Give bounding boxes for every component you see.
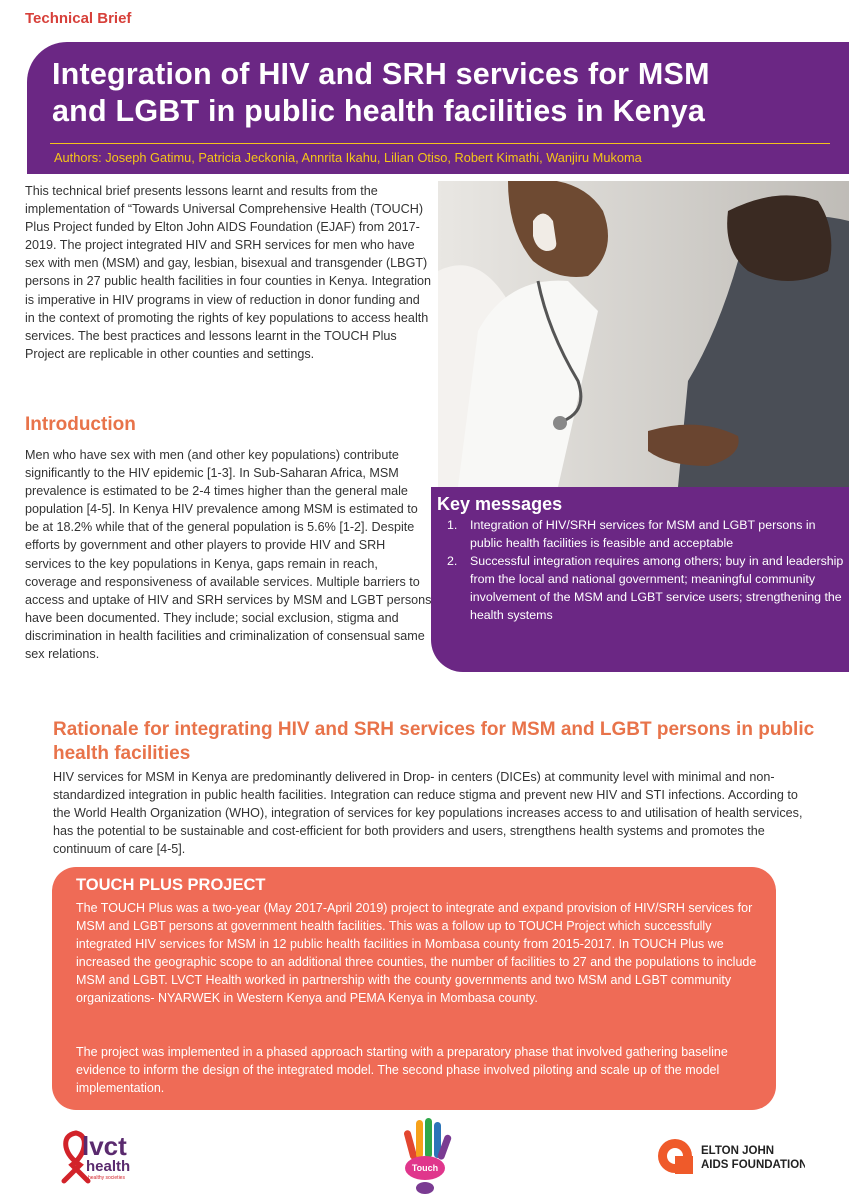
lvct-health-logo — [58, 1125, 168, 1185]
touch-plus-paragraph-2: The project was implemented in a phased approach starting with a preparatory phase that involved gathering baseline evidence to inform the design of the integrated model. The second phase involved piloting and scale up of the model implementation. — [76, 1045, 728, 1096]
lvct-health-word: health — [86, 1158, 131, 1175]
key-message-item — [447, 552, 845, 624]
summary-paragraph: This technical brief presents lessons learnt and results from the implementation of “Towards Universal Comprehensive Health (TOUCH) Plus Project funded by Elton John AIDS Foundation (EJAF) from 2017-2019. The project integrated HIV and SRH services for men who have sex with men (MSM) and gay, lesbian, bisexual and transgender (LBGT) persons in 27 public health facilities in four counties in Kenya. Integration is imperative in HIV programs in view of reduction in donor funding and in the context of promoting the rights of key populations to access health services. The best practices and lessons learnt in the TOUCH Plus Project are replicable in other counties and settings. — [25, 184, 432, 361]
key-messages-list — [447, 516, 845, 624]
key-message-number: 1. — [447, 518, 458, 532]
page-title — [52, 56, 832, 130]
key-message-number: 2. — [447, 554, 458, 568]
title-divider — [50, 143, 830, 144]
title-line-1: Integration of HIV and SRH services for MSM — [52, 57, 710, 91]
document-type-label: Technical Brief — [25, 10, 132, 27]
ejaf-name-line-2: AIDS FOUNDATION — [701, 1159, 805, 1171]
touch-plus-heading: TOUCH PLUS PROJECT — [76, 876, 266, 894]
introduction-heading: Introduction — [25, 414, 136, 435]
authors-line: Authors: Joseph Gatimu, Patricia Jeckonia, Annrita Ikahu, Lilian Otiso, Robert Kimathi, Wanjiru Mukoma — [54, 150, 642, 165]
rationale-body: HIV services for MSM in Kenya are predominantly delivered in Drop- in centers (DICEs) at community level with minimal and non-standardized integration in public health facilities. Integration can reduce stigma and prevent new HIV and STI infections. According to the World Health Organization (WHO), integration of services for key populations increases access to and utilisation of health services, has the potential to be sustainable and cost-efficient for both providers and users, strengthens health systems and promotes the continuum of care [4-5]. — [53, 770, 803, 857]
elton-john-aids-foundation-logo — [655, 1134, 805, 1178]
key-message-item — [447, 516, 845, 552]
title-line-2: and LGBT in public health facilities in Kenya — [52, 94, 705, 128]
key-messages-heading: Key messages — [437, 494, 563, 514]
lvct-tagline: healthy societies — [88, 1175, 125, 1181]
health-worker-photo — [438, 181, 849, 487]
touch-plus-paragraph-1: The TOUCH Plus was a two-year (May 2017-April 2019) project to integrate and expand provision of HIV/SRH services for MSM and LGBT persons at government health facilities. This was a follow up to TOUCH Project which successfully integrated HIV services for MSM in 12 public health facilities in Mombasa county from 2015-2017. In TOUCH Plus we increased the geographic scope to an additional three counties, the number of facilities to 27 and the populations to include MSM and LGBT. LVCT Health worked in partnership with the county governments and two MSM and LGBT community organizations- NYARWEK in Western Kenya and PEMA Kenya in Mombasa county. — [76, 901, 757, 1006]
ejaf-name-line-1: ELTON JOHN — [701, 1145, 775, 1157]
touch-project-logo — [395, 1112, 455, 1196]
rationale-heading: Rationale for integrating HIV and SRH services for MSM and LGBT persons in public health facilities — [53, 719, 815, 764]
key-message-text: Integration of HIV/SRH services for MSM and LGBT persons in public health facilities is feasible and acceptable — [470, 518, 816, 550]
introduction-body: Men who have sex with men (and other key populations) contribute significantly to the HIV epidemic [1-3]. In Sub-Saharan Africa, MSM prevalence is estimated to be 2-4 times higher than the general male population [4-5]. In Kenya HIV prevalence among MSM is estimated to be at 18.2% while that of the general population is 5.6% [1-2]. Despite efforts by government and other players to provide HIV and SRH services to the key populations in Kenya, gaps remain in reach, coverage and responsiveness of available services. Multiple barriers to access and uptake of HIV and SRH services by MSM and LGBT persons have been documented. They include; social exclusion, stigma and discrimination in health facilities and criminalization of consensual same sex relations. — [25, 448, 432, 662]
key-message-text: Successful integration requires among others; buy in and leadership from the local and national government; meaningful community involvement of the MSM and LGBT service users; strengthening the health systems — [470, 554, 844, 622]
lvct-wordmark: lvct — [82, 1131, 127, 1161]
touch-logo-text: Touch — [411, 1163, 439, 1173]
